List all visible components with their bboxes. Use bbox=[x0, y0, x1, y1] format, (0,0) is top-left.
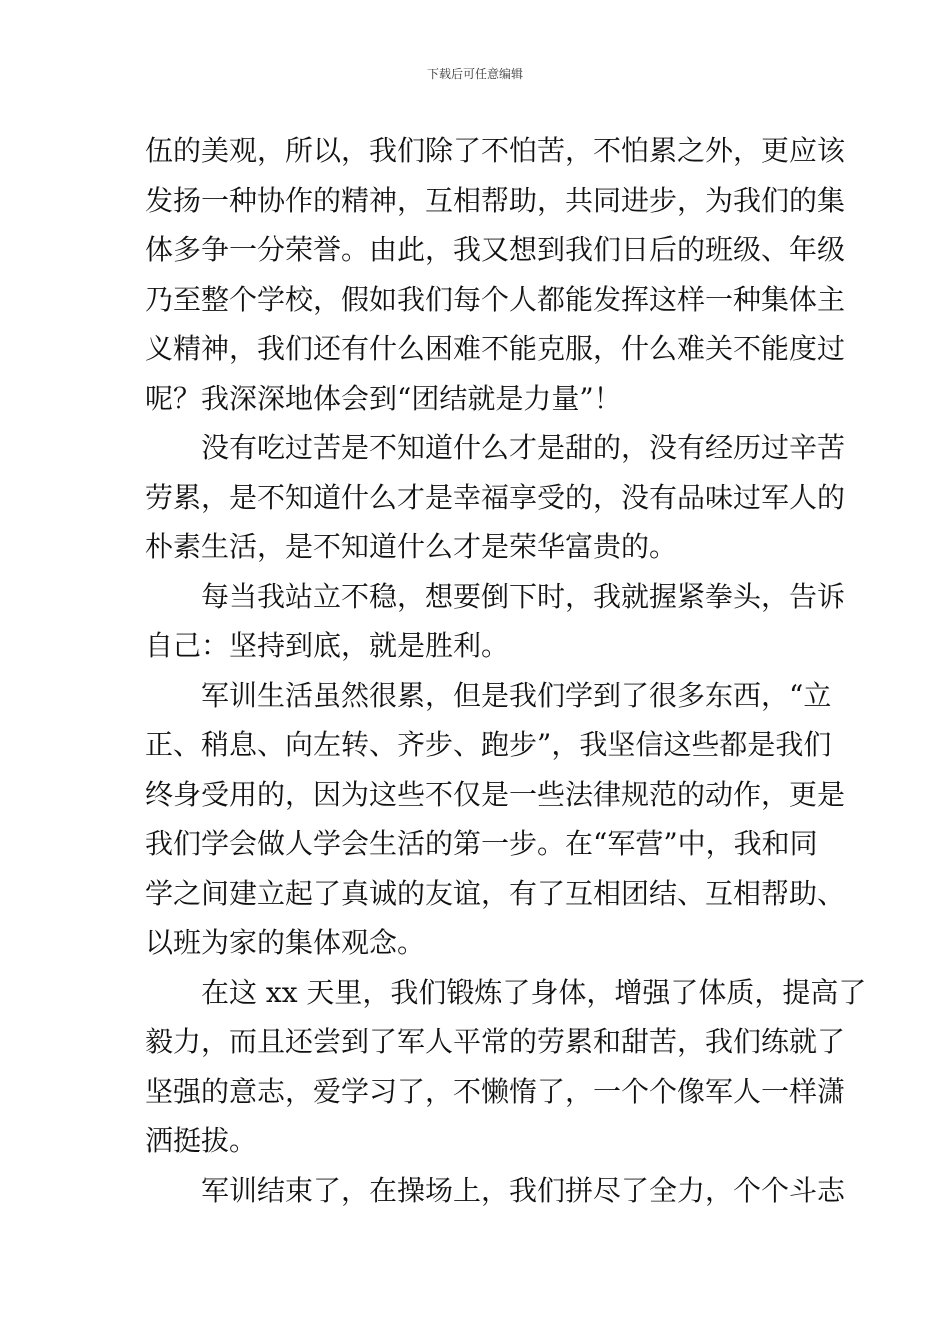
page-header: 下载后可任意编辑 bbox=[426, 67, 523, 81]
text-line: 洒挺拔。 bbox=[145, 1124, 258, 1157]
paragraph-first-line: 每当我站立不稳，想要倒下时，我就握紧拳头，告诉 bbox=[201, 579, 846, 613]
document-body bbox=[145, 126, 867, 1215]
text-line: 劳累，是不知道什么才是幸福享受的，没有品味过军人的 bbox=[145, 480, 846, 514]
paragraph-first-line: 军训结束了，在操场上，我们拼尽了全力，个个斗志 bbox=[201, 1173, 846, 1207]
text-line: 朴素生活，是不知道什么才是荣华富贵的。 bbox=[145, 530, 678, 563]
text-line: 终身受用的，因为这些不仅是一些法律规范的动作，更是 bbox=[145, 777, 846, 811]
text-line: 正、稍息、向左转、齐步、跑步”，我坚信这些都是我们 bbox=[145, 728, 832, 761]
text-line: 坚强的意志，爱学习了，不懒惰了，一个个像军人一样潇 bbox=[145, 1074, 846, 1108]
text-line: 毅力，而且还尝到了军人平常的劳累和甜苦，我们练就了 bbox=[145, 1025, 846, 1058]
paragraph-first-line: 军训生活虽然很累，但是我们学到了很多东西，“立 bbox=[201, 678, 832, 712]
paragraph-first-line: 在这 xx 天里，我们锻炼了身体，增强了体质，提高了 bbox=[201, 975, 867, 1009]
paragraph-first-line: 没有吃过苦是不知道什么才是甜的，没有经历过辛苦 bbox=[201, 431, 846, 464]
text-line: 体多争一分荣誉。由此，我又想到我们日后的班级、年级 bbox=[145, 233, 846, 266]
text-line: 学之间建立起了真诚的友谊，有了互相团结、互相帮助、 bbox=[145, 876, 846, 910]
text-line: 呢？我深深地体会到“团结就是力量”！ bbox=[145, 381, 622, 415]
text-line: 发扬一种协作的精神，互相帮助，共同进步，为我们的集 bbox=[145, 183, 846, 217]
text-line: 我们学会做人学会生活的第一步。在“军营”中，我和同 bbox=[145, 827, 818, 860]
text-line: 以班为家的集体观念。 bbox=[145, 926, 426, 959]
text-line: 义精神，我们还有什么困难不能克服，什么难关不能度过 bbox=[145, 332, 846, 365]
text-line: 乃至整个学校，假如我们每个人都能发挥这样一种集体主 bbox=[145, 282, 846, 316]
text-line: 自己：坚持到底，就是胜利。 bbox=[145, 629, 510, 662]
text-line: 伍的美观，所以，我们除了不怕苦，不怕累之外，更应该 bbox=[145, 134, 846, 167]
